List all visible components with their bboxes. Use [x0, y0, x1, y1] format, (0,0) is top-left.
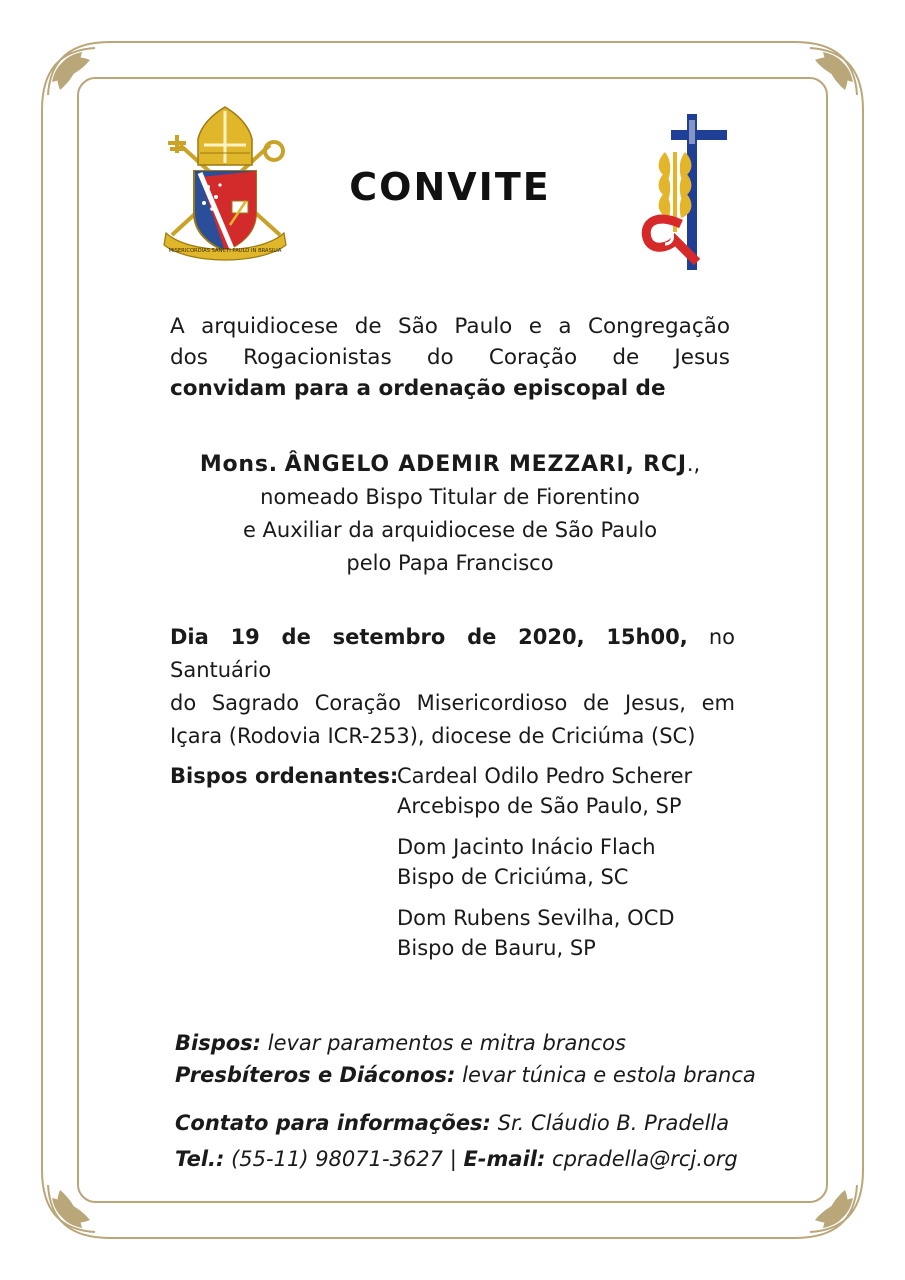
- event-date-time: Dia 19 de setembro de 2020, 15h00,: [170, 625, 688, 649]
- event-place-1: no Santuário: [170, 625, 735, 682]
- notes-bishops-label: Bispos:: [175, 1031, 262, 1055]
- honoree-prefix: Mons.: [199, 452, 278, 477]
- contact-person: Sr. Cláudio B. Pradella: [490, 1111, 730, 1135]
- bishop-title: Bispo de Bauru, SP: [397, 936, 596, 960]
- intro-paragraph: [170, 311, 730, 404]
- intro-line-2: dos Rogacionistas do Coração de Jesus: [170, 345, 730, 370]
- intro-line-1: A arquidiocese de São Paulo e a Congregação: [170, 314, 730, 339]
- notes-clergy-label: Presbíteros e Diáconos:: [175, 1063, 456, 1087]
- page-title: CONVITE: [349, 165, 551, 209]
- event-place-2: do Sagrado Coração Misericordioso de Jesus, em: [170, 691, 735, 715]
- bishop-title: Bispo de Criciúma, SC: [397, 865, 629, 889]
- event-place-3: Içara (Rodovia ICR-253), diocese de Criciúma (SC): [170, 724, 696, 748]
- crest-motto: MISERICORDIAS SANCTI PAULO IN BRASILIA: [168, 248, 282, 254]
- event-details: [170, 621, 735, 753]
- tel-number: (55-11) 98071-3627 |: [224, 1147, 464, 1171]
- notes-bishops-text: levar paramentos e mitra brancos: [261, 1031, 626, 1055]
- bishop-name: Cardeal Odilo Pedro Scherer: [397, 764, 693, 788]
- ordaining-bishops-list: [397, 761, 692, 974]
- corner-ornament-tl: [42, 42, 110, 110]
- bishop-name: Dom Rubens Sevilha, OCD: [397, 906, 675, 930]
- tel-label: Tel.:: [175, 1147, 225, 1171]
- intro-line-3: convidam para a ordenação episcopal de: [170, 376, 666, 401]
- email-label: E-mail:: [463, 1147, 546, 1171]
- bishop-name: Dom Jacinto Inácio Flach: [397, 835, 656, 859]
- ordaining-bishops-label: Bispos ordenantes:: [170, 764, 399, 788]
- attire-notes: [175, 1027, 795, 1091]
- rcj-congregation-logo-icon: [635, 112, 735, 274]
- list-item: [397, 903, 692, 963]
- honoree-block: [140, 448, 760, 580]
- list-item: [397, 832, 692, 892]
- contact-label: Contato para informações:: [175, 1111, 491, 1135]
- honoree-name: ÂNGELO ADEMIR MEZZARI, RCJ: [284, 452, 687, 477]
- honoree-appointment: nomeado Bispo Titular de Fiorentino: [260, 485, 640, 509]
- archdiocese-coat-of-arms-icon: [160, 105, 290, 265]
- honoree-pope: pelo Papa Francisco: [346, 551, 554, 575]
- bishop-title: Arcebispo de São Paulo, SP: [397, 794, 682, 818]
- list-item: [397, 761, 692, 821]
- honoree-suffix: .,: [686, 452, 701, 476]
- contact-info: [175, 1105, 815, 1177]
- email-address: cpradella@rcj.org: [545, 1147, 738, 1171]
- notes-clergy-text: levar túnica e estola branca: [455, 1063, 756, 1087]
- honoree-auxiliary: e Auxiliar da arquidiocese de São Paulo: [242, 518, 658, 542]
